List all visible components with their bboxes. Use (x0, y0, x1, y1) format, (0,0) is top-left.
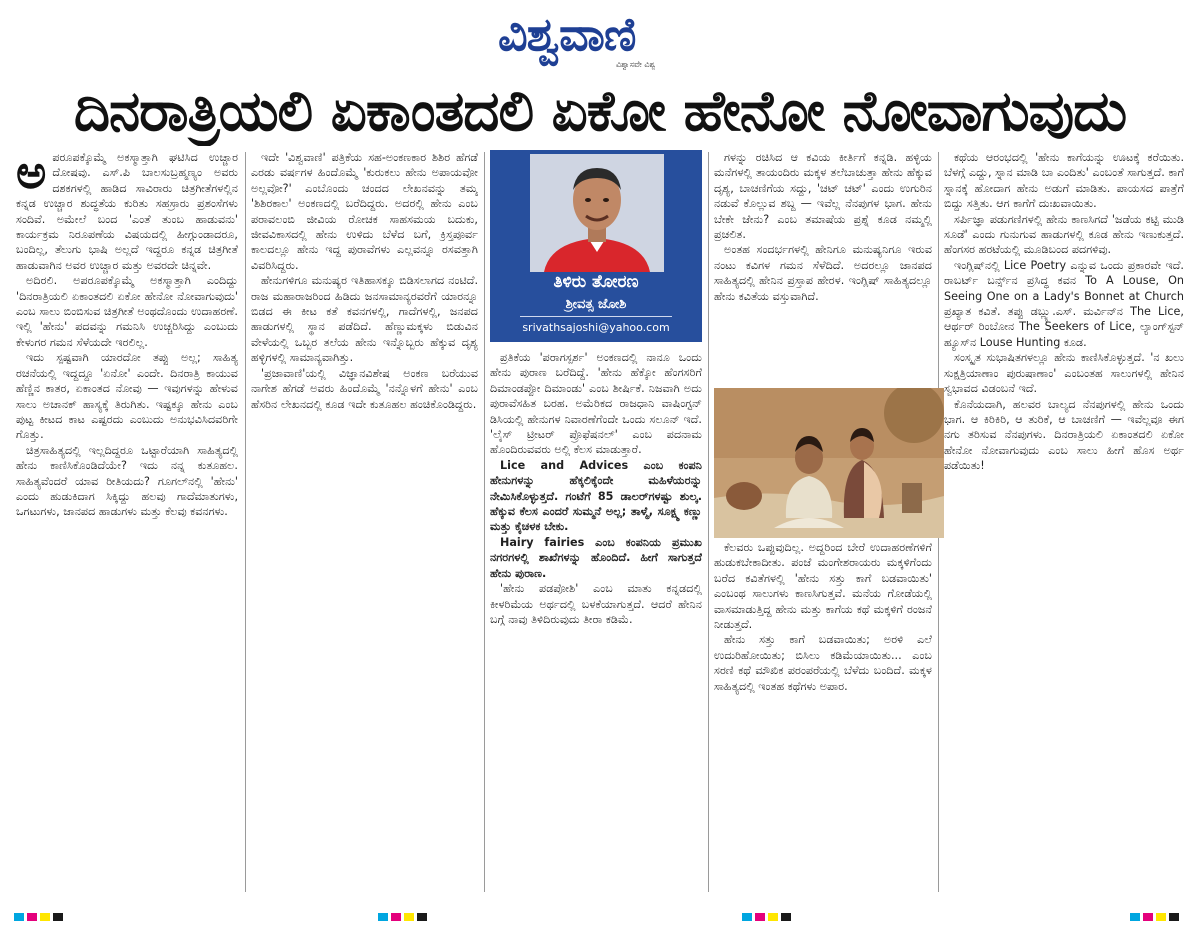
columnist-box (490, 150, 702, 342)
article-column-2 (251, 150, 478, 892)
author-name: ಶ್ರೀವತ್ಸ ಜೋಶಿ (565, 297, 627, 312)
magenta-swatch (391, 913, 401, 921)
paragraph: ಹೇನು ಸತ್ತು ಕಾಗೆ ಬಡವಾಯಿತು; ಅರಳಿ ಎಲೆ ಉದುರಿಹೋಯಿತು; ಬಿಸಿಲು ಕಡಿಮೆಯಾಯಿತು... ಎಂಬ ಸರಣಿ ಕಥೆ ಮೌಖಿಕ ಪರಂಪರೆಯಲ್ಲಿ ಬೆಳೆದು ಬಂದಿದೆ. ಮಕ್ಕಳ ಸಾಹಿತ್ಯದಲ್ಲಿ ಇಂತಹ ಕಥೆಗಳು ಅಪಾರ. (714, 633, 932, 693)
registration-marks (14, 913, 66, 921)
paragraph: ಚಿತ್ರಸಾಹಿತ್ಯದಲ್ಲಿ ಇಲ್ಲದಿದ್ದರೂ ಒಟ್ಟಾರೆಯಾಗಿ ಸಾಹಿತ್ಯದಲ್ಲಿ ಹೇನು ಕಾಣಿಸಿಕೊಂಡಿದೆಯೇ? ಇದು ನನ್ನ ಕುತೂಹಲ. ಸಾಹಿತ್ಯವೆಂದರೆ ಯಾವ ರೀತಿಯದು? ಗೂಗಲ್‌ನಲ್ಲಿ 'ಹೇನು' ಎಂದು ಹುಡುಕಿದಾಗ ಸಿಕ್ಕಿದ್ದು ಹಲವು ಗಾದೆಮಾತುಗಳು, ಒಗಟುಗಳು, ಜಾನಪದ ಹಾಡುಗಳು ಮತ್ತು ಕೆಲವು ಕವನಗಳು. (16, 443, 238, 519)
drop-cap: ಅ (16, 150, 47, 199)
article-illustration (714, 388, 944, 538)
article-column-4 (714, 150, 932, 382)
illustration-image (714, 388, 944, 538)
paragraph: ಇದು ಸ್ಪಷ್ಟವಾಗಿ ಯಾರದೋ ತಪ್ಪು ಅಲ್ಲ; ಸಾಹಿತ್ಯ ರಚನೆಯಲ್ಲಿ ಇದ್ದದ್ದೂ 'ಏನೋ' ಎಂದೇ. ದಿನರಾತ್ರಿ ಕಾಯುವ ಹೆಣ್ಣಿನ ಕಾತರ, ಏಕಾಂತದ ನೋವು — ಇವುಗಳನ್ನು ಹೇಳುವ ಸಾಲು ಅಚಾನಕ್ ಹಾಸ್ಯಕ್ಕೆ ತಿರುಗಿತು. ಇಷ್ಟಕ್ಕೂ ಹೇನು ಎಂಬ ಪುಟ್ಟ ಕೀಟದ ಕಾಟ ಎಷ್ಟರದು ಎಂಬುದು ಅನುಭವಿಸಿದವರಿಗೇ ಗೊತ್ತು. (16, 351, 238, 442)
logo-wordmark: ವಿಶ್ವವಾಣಿ (498, 7, 636, 61)
yellow-swatch (768, 913, 778, 921)
magenta-swatch (755, 913, 765, 921)
yellow-swatch (404, 913, 414, 921)
cyan-swatch (378, 913, 388, 921)
author-email: srivathsajoshi@yahoo.com (522, 321, 670, 334)
paragraph: Lice and Advices ಎಂಬ ಕಂಪನಿ ಹೇನುಗಳನ್ನು ಹೆಕ್ಕಲಿಕ್ಕೆಂದೇ ಮಹಿಳೆಯರನ್ನು ನೇಮಿಸಿಕೊಳ್ಳುತ್ತದೆ. ಗಂಟೆಗೆ 85 ಡಾಲರ್‌ಗಳಷ್ಟು ಶುಲ್ಕ. ಹೆಕ್ಕುವ ಕೆಲಸ ಎಂದರೆ ಸುಮ್ಮನೆ ಅಲ್ಲ; ತಾಳ್ಮೆ, ಸೂಕ್ಷ್ಮ ಕಣ್ಣು ಮತ್ತು ಕೈಚಳಕ ಬೇಕು. (490, 458, 702, 534)
paragraph: ಅದಿರಲಿ. ಅಪರೂಪಕ್ಕೊಮ್ಮೆ ಅಕಸ್ಮಾತ್ತಾಗಿ ಎಂದಿದ್ದು 'ದಿನರಾತ್ರಿಯಲಿ ಏಕಾಂತದಲಿ ಏಕೋ ಹೇನೋ ನೋವಾಗುವುದು' ಎಂಬ ಸಾಲು ಬಿಂಬಿಸುವ ಚಿತ್ರಗೀತೆ ಅಂಥದೊಂದು ಉದಾಹರಣೆ. ಇಲ್ಲಿ 'ಹೇನು' ಪದವನ್ನು ಗಮನಿಸಿ ಉಚ್ಚರಿಸಿದ್ದು ಎಂಬುದು ಕೇಳುಗರ ಗಮನ ಸೆಳೆಯದೇ ಇರಲಿಲ್ಲ. (16, 274, 238, 349)
black-swatch (781, 913, 791, 921)
article-column-5 (944, 150, 1184, 892)
newspaper-logo (498, 8, 708, 68)
paragraph: 'ಪ್ರಜಾವಾಣಿ'ಯಲ್ಲಿ ವಿಜ್ಞಾನವಿಶೇಷ ಅಂಕಣ ಬರೆಯುವ ನಾಗೇಶ ಹೆಗಡೆ ಅವರು ಹಿಂದೊಮ್ಮೆ 'ನನ್ನೊಳಗೆ ಹೇನು' ಎಂಬ ಹೆಸರಿನ ಲೇಖನದಲ್ಲಿ ಕೂಡ ಇದೇ ಕುತೂಹಲ ಹಂಚಿಕೊಂಡಿದ್ದರು. (251, 366, 478, 411)
registration-marks (742, 913, 794, 921)
paragraph: 'ಹೇನು ಪಡಪೋಶಿ' ಎಂಬ ಮಾತು ಕನ್ನಡದಲ್ಲಿ ಕೀಳರಿಮೆಯ ಅರ್ಥದಲ್ಲಿ ಬಳಕೆಯಾಗುತ್ತದೆ. ಆದರೆ ಹೇನಿನ ಬಗ್ಗೆ ನಾವು ತಿಳಿದಿರುವುದು ತೀರಾ ಕಡಿಮೆ. (490, 582, 702, 626)
yellow-swatch (40, 913, 50, 921)
box-divider (520, 316, 672, 317)
registration-marks (1130, 913, 1182, 921)
paragraph: ಕೆಲವರು ಒಪ್ಪುವುದಿಲ್ಲ. ಅದ್ದರಿಂದ ಬೇರೆ ಉದಾಹರಣೆಗಳಿಗೆ ಹುಡುಕಬೇಕಾದೀತು. ಪಂಜೆ ಮಂಗೇಶರಾಯರು ಮಕ್ಕಳಿಗೆಂದು ಬರೆದ ಕವಿತೆಗಳಲ್ಲಿ 'ಹೇನು ಸತ್ತು ಕಾಗೆ ಬಡವಾಯಿತು' ಎಂಬಂಥ ಸಾಲುಗಳು ಕಾಣಸಿಗುತ್ತವೆ. ಮನೆಯ ಗೋಡೆಯಲ್ಲಿ ವಾಸಮಾಡುತ್ತಿದ್ದ ಹೇನು ಮತ್ತು ಕಾಗೆಯ ಕಥೆ ಮಕ್ಕಳಿಗೆ ರಂಜನೆ ನೀಡುತ್ತದೆ. (714, 541, 932, 632)
paragraph: ಕಥೆಯ ಆರಂಭದಲ್ಲಿ 'ಹೇನು ಕಾಗೆಯನ್ನು ಊಟಕ್ಕೆ ಕರೆಯಿತು. ಬೆಳಗ್ಗೆ ಎದ್ದು, ಸ್ನಾನ ಮಾಡಿ ಬಾ ಎಂದಿತು' ಎಂಬಂತೆ ಸಾಗುತ್ತದೆ. ಕಾಗೆ ಸ್ನಾನಕ್ಕೆ ಹೋದಾಗ ಹೇನು ಅಡುಗೆ ಮಾಡಿತು. ಪಾಯಸದ ಪಾತ್ರೆಗೆ ಬಿದ್ದು ಸತ್ತಿತು. ಆಗ ಕಾಗೆಗೆ ದುಃಖವಾಯಿತು. (944, 151, 1184, 211)
magenta-swatch (27, 913, 37, 921)
paragraph: ಗಳನ್ನು ರಚಿಸಿದ ಆ ಕವಿಯ ಕೀರ್ತಿಗೆ ಕನ್ನಡಿ. ಹಳ್ಳಿಯ ಮನೆಗಳಲ್ಲಿ ತಾಯಂದಿರು ಮಕ್ಕಳ ತಲೆಬಾಚುತ್ತಾ ಹೇನು ಹೆಕ್ಕುವ ದೃಶ್ಯ, ಬಾಚಣಿಗೆಯ ಸದ್ದು, 'ಚಟ್ ಚಟ್' ಎಂದು ಉಗುರಿನ ನಡುವೆ ಕೊಲ್ಲುವ ಶಬ್ದ — ಇವೆಲ್ಲ ನೆನಪುಗಳ ಭಾಗ. ಹೇನು ಬೇಕೇ ಜೇನು? ಎಂಬ ತಮಾಷೆಯ ಪ್ರಶ್ನೆ ಕೂಡ ನಮ್ಮಲ್ಲಿ ಪ್ರಚಲಿತ. (714, 151, 932, 242)
article-column-3 (490, 350, 702, 892)
logo-tagline: ವಿಶ್ವಾಸವೇ ವಿಶ್ವ (616, 60, 656, 69)
paragraph: ಪ್ರತಿಕೆಯ 'ಪರಾಗಸ್ಪರ್ಶ' ಅಂಕಣದಲ್ಲಿ ನಾನೂ ಒಂದು ಹೇನು ಪುರಾಣ ಬರೆದಿದ್ದೆ. 'ಹೇನು ಹೆಕ್ಕೋ ಹೆಂಗಸರಿಗೆ ದಿಮಾಂಡಪ್ಪೋ ದಿಮಾಂಡು' ಎಂಬ ಶೀರ್ಷಿಕೆ. ನಿಜವಾಗಿ ಅದು ಪುರಾವೆಸಹಿತ ಬರಹ. ಅಮೆರಿಕದ ರಾಜಧಾನಿ ವಾಷಿಂಗ್ಟನ್ ಡಿಸಿಯಲ್ಲಿ ಹೇನುಗಳ ನಿವಾರಣೆಗೆಂದೇ ಒಂದು ಸಲೂನ್ ಇದೆ. 'ಲೈಸ್ ಟ್ರೀಟರ್ ಪ್ರೊಫೆಷನಲ್' ಎಂಬ ಪದನಾಮ ಹೊಂದಿರುವವರು ಅಲ್ಲಿ ಕೆಲಸ ಮಾಡುತ್ತಾರೆ. (490, 351, 702, 457)
cyan-swatch (742, 913, 752, 921)
cyan-swatch (14, 913, 24, 921)
column-divider (484, 152, 485, 892)
portrait-image (530, 154, 664, 272)
black-swatch (53, 913, 63, 921)
article-column-1 (16, 150, 238, 892)
paragraph: ಹೇನುಗಳಿಗೂ ಮನುಷ್ಯರ ಇತಿಹಾಸಕ್ಕೂ ಬಿಡಿಸಲಾಗದ ನಂಟಿದೆ. ರಾಜ ಮಹಾರಾಜರಿಂದ ಹಿಡಿದು ಜನಸಾಮಾನ್ಯರವರೆಗೆ ಯಾರನ್ನೂ ಬಿಡದ ಈ ಕೀಟ ಕತೆ ಕವನಗಳಲ್ಲಿ, ಗಾದೆಗಳಲ್ಲಿ, ಜನಪದ ಹಾಡುಗಳಲ್ಲಿ ಸ್ಥಾನ ಪಡೆದಿದೆ. ಹೆಣ್ಣುಮಕ್ಕಳು ಬಿಡುವಿನ ವೇಳೆಯಲ್ಲಿ ಒಬ್ಬರ ತಲೆಯ ಹೇನು ಇನ್ನೊಬ್ಬರು ಹೆಕ್ಕುವ ದೃಶ್ಯ ಹಳ್ಳಿಗಳಲ್ಲಿ ಸಾಮಾನ್ಯವಾಗಿತ್ತು. (251, 274, 478, 365)
magenta-swatch (1143, 913, 1153, 921)
column-divider (708, 152, 709, 892)
paragraph: ಕೊನೆಯದಾಗಿ, ಹಲವರ ಬಾಲ್ಯದ ನೆನಪುಗಳಲ್ಲಿ ಹೇನು ಒಂದು ಭಾಗ. ಆ ಕಿರಿಕಿರಿ, ಆ ತುರಿಕೆ, ಆ ಬಾಚಣಿಗೆ — ಇವೆಲ್ಲವೂ ಈಗ ನಗು ತರಿಸುವ ನೆನಪುಗಳು. ದಿನರಾತ್ರಿಯಲಿ ಏಕಾಂತದಲಿ ಏಕೋ ಹೇನೋ ನೋವಾಗುವುದು ಎಂಬ ಸಾಲು ಹೀಗೆ ಹೊಸ ಅರ್ಥ ಪಡೆಯಿತು! (944, 397, 1184, 473)
paragraph: ಇಂಗ್ಲಿಷ್‌ನಲ್ಲಿ Lice Poetry ಎನ್ನುವ ಒಂದು ಪ್ರಕಾರವೇ ಇದೆ. ರಾಬರ್ಟ್ ಬರ್ನ್ಸ್‌ನ ಪ್ರಸಿದ್ಧ ಕವನ To A Louse, On Seeing One on a Lady's Bonnet at Church ಪ್ರಖ್ಯಾತ ಕವಿತೆ. ತಪ್ಪು ಡಬ್ಲ್ಯು.ಎಸ್. ಮರ್ವಿನ್‌ನ The Lice, ಆರ್ಥರ್ ರಿಂಬೋನ The Seekers of Lice, ಲ್ಯಾಂಗ್‌ಸ್ಟನ್ ಹ್ಯೂಸ್‌ನ Louse Hunting ಕೂಡ. (944, 258, 1184, 349)
paragraph: ಸಂಸ್ಕೃತ ಸುಭಾಷಿತಗಳಲ್ಲೂ ಹೇನು ಕಾಣಿಸಿಕೊಳ್ಳುತ್ತದೆ. 'ನ ಖಲು ಸುಕ್ಷತ್ರಿಯಾಣಾಂ ಪುರುಷಾಣಾಂ' ಎಂಬಂತಹ ಸಾಲುಗಳಲ್ಲಿ ಹೇನಿನ ಸ್ವಭಾವದ ವಿಡಂಬನೆ ಇದೆ. (944, 351, 1184, 396)
cyan-swatch (1130, 913, 1140, 921)
yellow-swatch (1156, 913, 1166, 921)
paragraph: Hairy fairies ಎಂಬ ಕಂಪನಿಯ ಪ್ರಮುಖ ನಗರಗಳಲ್ಲಿ ಶಾಖೆಗಳನ್ನು ಹೊಂದಿದೆ. ಹೀಗೆ ಸಾಗುತ್ತದೆ ಹೇನು ಪುರಾಣ. (490, 535, 702, 580)
article-column-4-continued (714, 540, 932, 892)
paragraph: ಪರೂಪಕ್ಕೊಮ್ಮೆ ಅಕಸ್ಮಾತ್ತಾಗಿ ಘಟಿಸಿದ ಉಚ್ಚಾರ ದೋಷವು. ಎಸ್.ಪಿ ಬಾಲಸುಬ್ರಹ್ಮಣ್ಯಂ ಅವರು ದಶಕಗಳಲ್ಲಿ ಹಾಡಿದ ಸಾವಿರಾರು ಚಿತ್ರಗೀತೆಗಳಲ್ಲಿನ ಕನ್ನಡ ಉಚ್ಚಾರ ಶುದ್ಧತೆಯ ಕುರಿತು ಸಹಸ್ರಾರು ಪ್ರಶಂಸೆಗಳು ಸಂದಿವೆ. ಅಮೇಲೆ ಬಂದ 'ಎಂತೆ ತುಂಬ ಹಾಡುವನು' ಕಾರ್ಯಕ್ರಮ ನಿರೂಪಣೆಯ ವಿಷಯದಲ್ಲಿ ಹೀಗ್ಗುಂಡಾದರೂ, ಬಂದಿಲ್ಲ, ತೆಲುಗು ಭಾಷಿ ಅಲ್ಲದೆ ಇದ್ದರೂ ಕನ್ನಡ ಚಿತ್ರಗೀತೆ ಹಾಡುವಾಗಿನ ಅವರ ಉಚ್ಚಾರ ಮತ್ತು ಅವರದೇ ಚಿನ್ನವೇ. (16, 151, 238, 272)
registration-marks (378, 913, 430, 921)
black-swatch (1169, 913, 1179, 921)
paragraph: ಅಂತಹ ಸಂದರ್ಭಗಳಲ್ಲಿ ಹೇನಿಗೂ ಮನುಷ್ಯನಿಗೂ ಇರುವ ನಂಟು ಕವಿಗಳ ಗಮನ ಸೆಳೆದಿದೆ. ಅದರಲ್ಲೂ ಜಾನಪದ ಸಾಹಿತ್ಯದಲ್ಲಿ ಹೇನಿನ ಪ್ರಸ್ತಾಪ ಹೇರಳ. ಇಂಗ್ಲಿಷ್ ಸಾಹಿತ್ಯದಲ್ಲೂ ಹೇನು ಕವಿತೆಯ ವಸ್ತುವಾಗಿದೆ. (714, 243, 932, 303)
article-headline: ದಿನರಾತ್ರಿಯಲಿ ಏಕಾಂತದಲಿ ಏಕೋ ಹೇನೋ ನೋವಾಗುವುದು (73, 79, 1127, 144)
paragraph: ಇದೇ 'ವಿಶ್ವವಾಣಿ' ಪತ್ರಿಕೆಯ ಸಹ-ಅಂಕಣಕಾರ ಶಿಶಿರ ಹೆಗಡೆ ಎರಡು ವರ್ಷಗಳ ಹಿಂದೊಮ್ಮೆ 'ಕುರುಕಲು ಹೇನು ಅಪಾಯವೋ ಅಲ್ಲವೋ?' ಎಂಬೊಂದು ಚಂದದ ಲೇಖನವನ್ನು ತಮ್ಮ 'ಶಿಶಿರಕಾಲ' ಅಂಕಣದಲ್ಲಿ ಬರೆದಿದ್ದರು. ಅದರಲ್ಲಿ ಹೇನು ಎಂಬ ಪರಾವಲಂಬಿ ಜೀವಿಯ ರೋಚಕ ಸಾಹಸಮಯ ಬದುಕು, ಜೀವವಿಕಾಸದಲ್ಲಿ ಹೇನು ಉಳಿದು ಬೆಳೆದ ಬಗೆ, ಕ್ರಿಸ್ತಪೂರ್ವ ಕಾಲದಲ್ಲೂ ಹೇನು ಇದ್ದ ಪುರಾವೆಗಳು ಎಲ್ಲವನ್ನೂ ರಸವತ್ತಾಗಿ ವಿವರಿಸಿದ್ದರು. (251, 151, 478, 272)
column-divider (245, 152, 246, 892)
column-title: ತಿಳಿರು ತೋರಣ (553, 272, 639, 292)
black-swatch (417, 913, 427, 921)
columnist-photo (530, 154, 664, 272)
masthead (0, 0, 1200, 78)
paragraph: ಸರ್ಪಿಜ್ಞಾ ಪಡುಗಣಿಗಳಲ್ಲಿ ಹೇನು ಕಾಣಸಿಗದೆ 'ಜಡೆಯ ಕಟ್ಟಿ ಮುಡಿ ಸೂಡೆ' ಎಂದು ಗುನುಗುವ ಹಾಡುಗಳಲ್ಲಿ ಕೂಡ ಹೇನು ಇಣುಕುತ್ತದೆ. ಹೆಂಗಸರ ಹರಟೆಯಲ್ಲಿ ಮೂಡಿಬಂದ ಪದಗಳಿವು. (944, 212, 1184, 257)
